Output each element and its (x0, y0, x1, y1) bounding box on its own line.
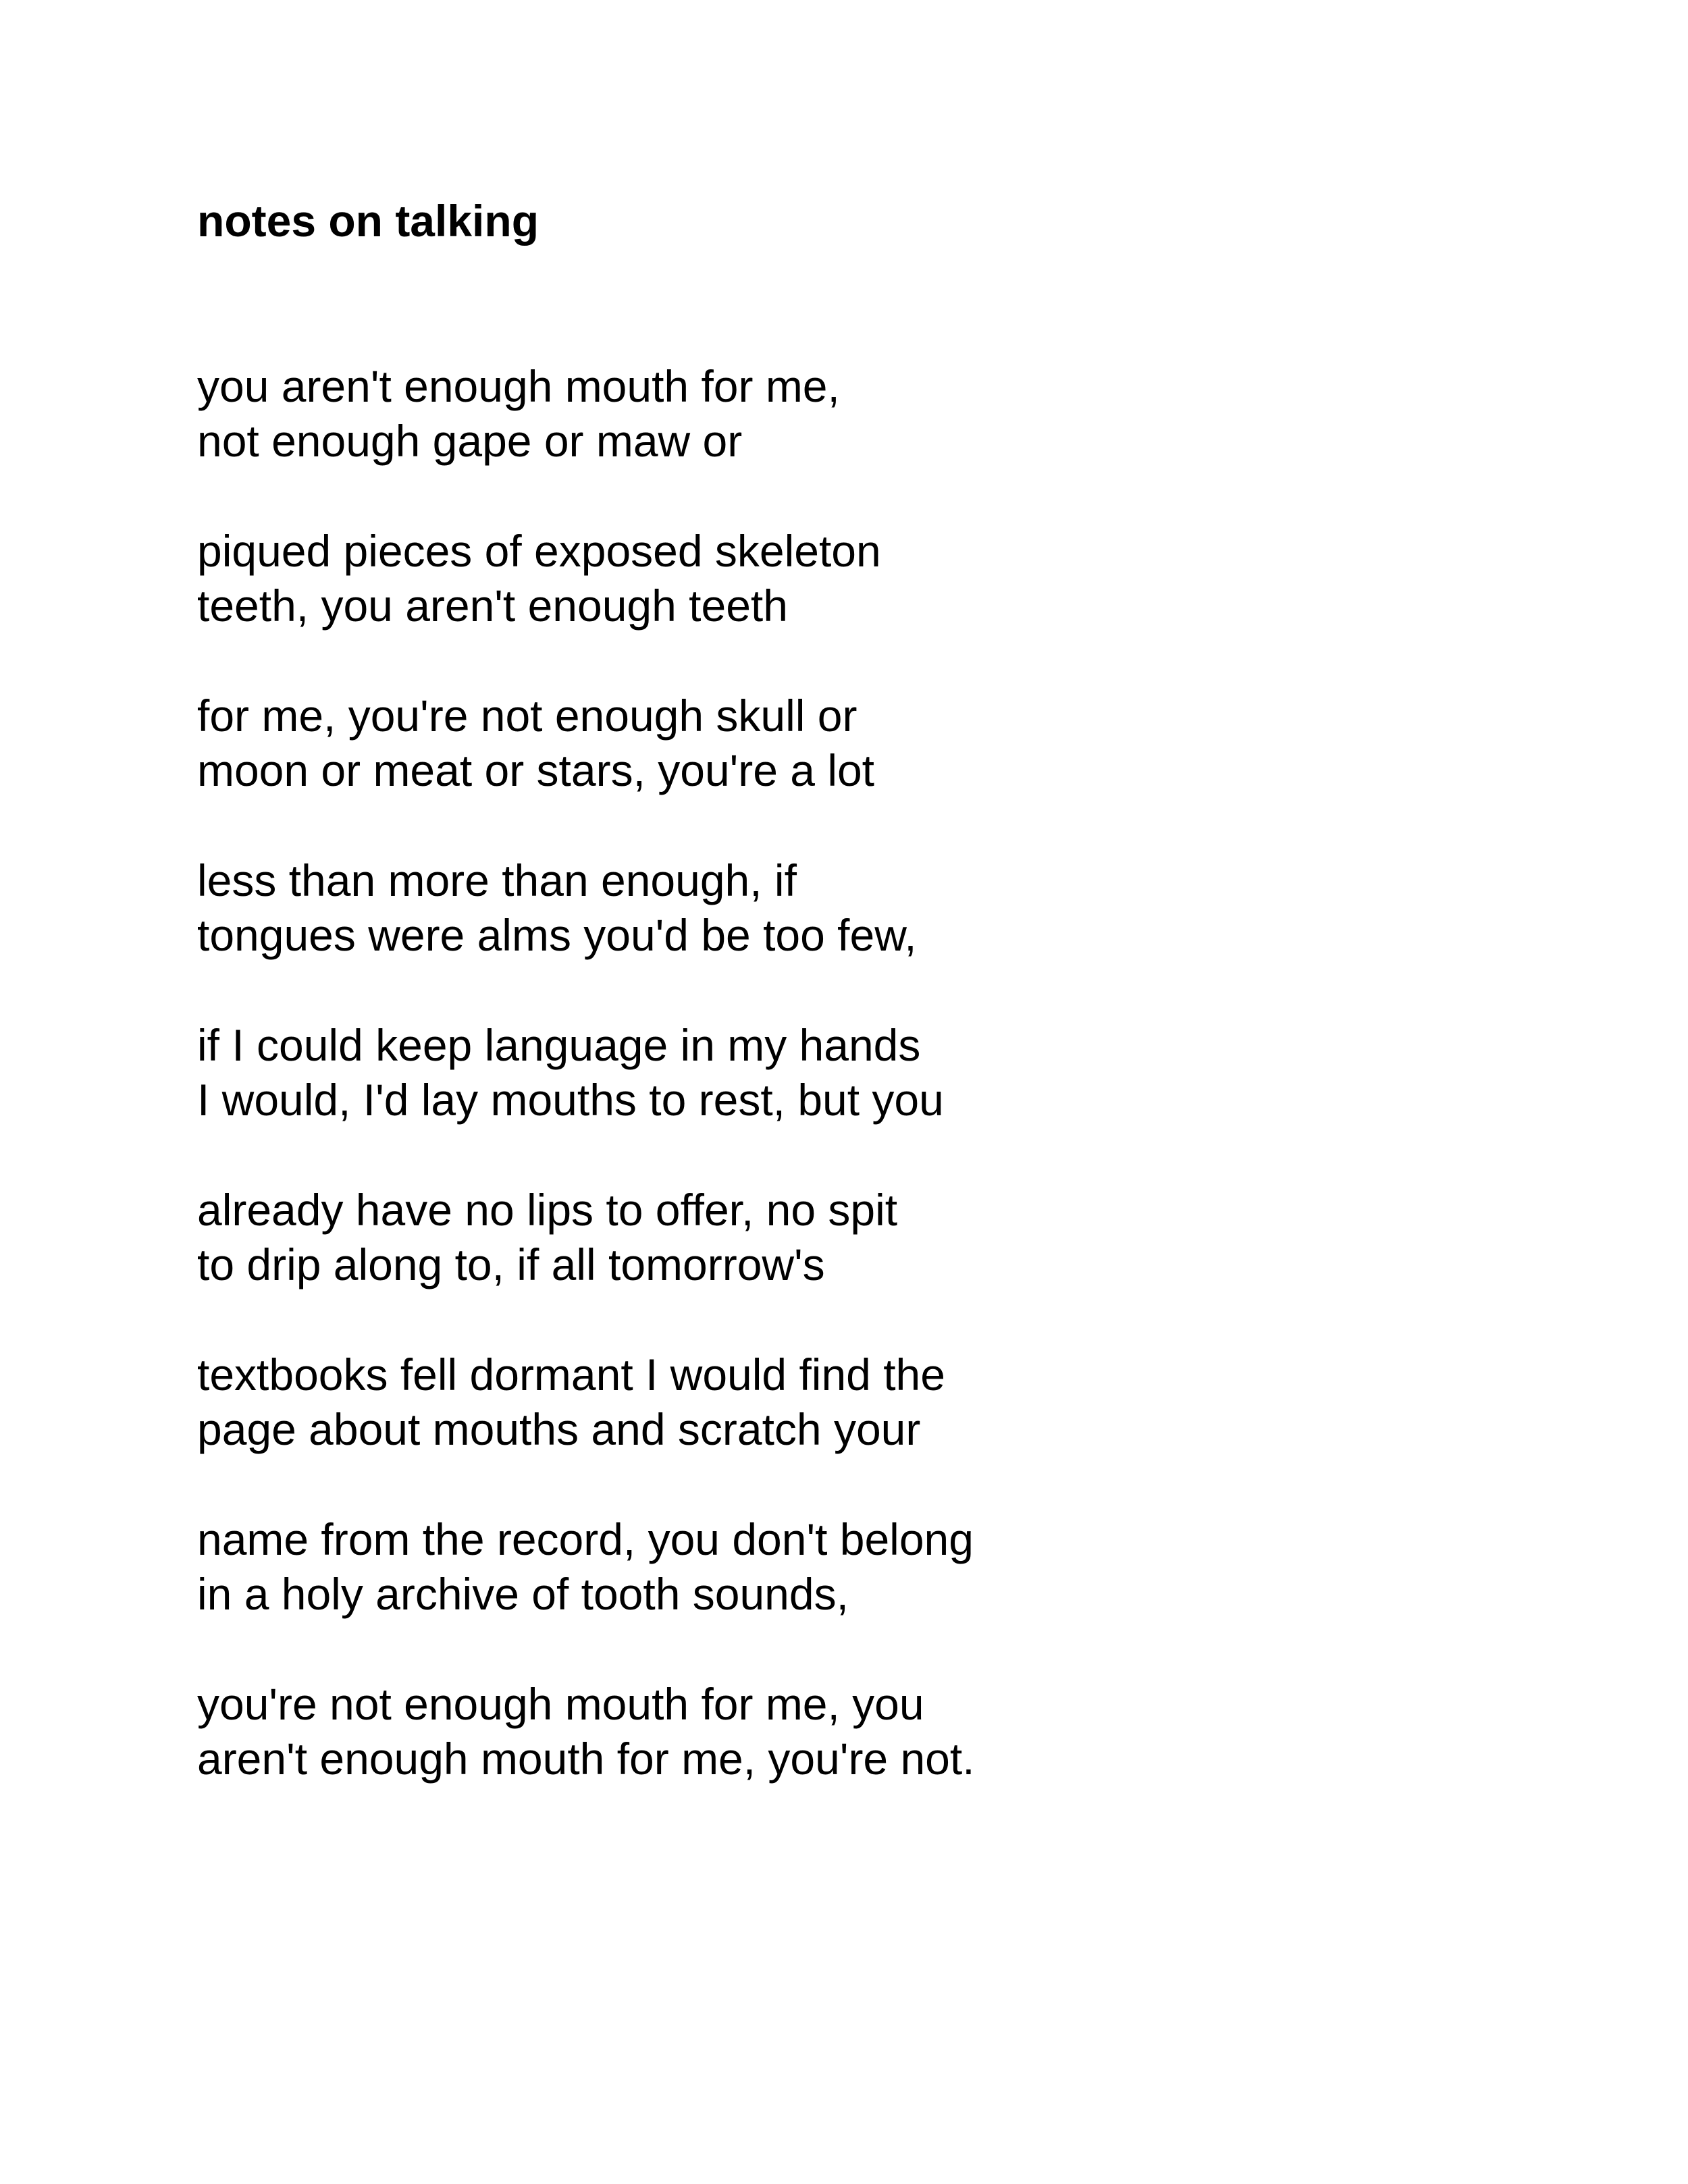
poem-line: to drip along to, if all tomorrow's (197, 1240, 825, 1289)
stanza (197, 689, 1548, 798)
stanza (197, 853, 1548, 963)
poem-line: page about mouths and scratch your (197, 1404, 921, 1454)
poem-line: you're not enough mouth for me, you (197, 1679, 924, 1729)
poem-title: notes on talking (197, 196, 539, 246)
poem-line: not enough gape or maw or (197, 416, 743, 466)
poem-line: already have no lips to offer, no spit (197, 1185, 898, 1235)
poem-line: textbooks fell dormant I would find the (197, 1350, 945, 1400)
stanza (197, 524, 1548, 633)
poem-line: less than more than enough, if (197, 855, 797, 905)
poem-line: moon or meat or stars, you're a lot (197, 745, 875, 795)
poem-line: piqued pieces of exposed skeleton (197, 526, 881, 576)
poem-line: if I could keep language in my hands (197, 1020, 921, 1070)
stanza (197, 1512, 1548, 1622)
poem-line: name from the record, you don't belong (197, 1514, 974, 1564)
stanza (197, 1183, 1548, 1292)
poem-body (197, 359, 1548, 1786)
poem-line: you aren't enough mouth for me, (197, 361, 840, 411)
poem-line: aren't enough mouth for me, you're not. (197, 1734, 975, 1784)
poem-line: I would, I'd lay mouths to rest, but you (197, 1075, 944, 1125)
poem-line: tongues were alms you'd be too few, (197, 910, 917, 960)
poem (197, 193, 1548, 1842)
stanza (197, 1677, 1548, 1786)
stanza (197, 1018, 1548, 1127)
poem-line: for me, you're not enough skull or (197, 691, 858, 741)
poem-line: in a holy archive of tooth sounds, (197, 1569, 849, 1619)
stanza (197, 1348, 1548, 1457)
stanza (197, 359, 1548, 469)
poem-line: teeth, you aren't enough teeth (197, 581, 788, 631)
